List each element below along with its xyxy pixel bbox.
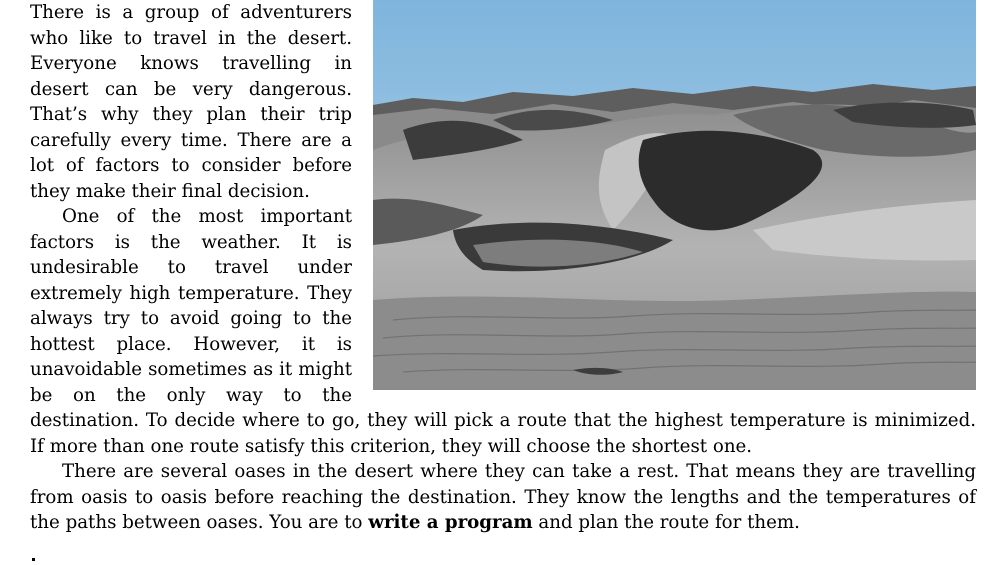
paragraph-1: There is a group of adventurers who like to travel in the desert. Everyone knows travelling in desert can be very dangerous. That’s why they plan their trip carefully every time. There are a lot of factors to consider before they make their final decision.: [30, 2, 352, 202]
paragraph-3: [30, 459, 976, 536]
paragraph-3-text: There are several oases in the desert where they can take a rest. That means they are travelling from oasis to oasis before reaching the destination. They know the lengths and the temperatures of the paths between oases. You are to: [30, 461, 976, 533]
desert-photo-svg: [373, 0, 976, 390]
document-body: [30, 0, 976, 536]
page-mark: [32, 558, 35, 561]
desert-photo: [373, 0, 976, 390]
paragraph-3-end: and plan the route for them.: [532, 512, 800, 533]
paragraph-3-bold: write a program: [368, 512, 533, 533]
paragraph-2: One of the most important factors is the weather. It is undesirable to travel under extremely high temperature. They always try to avoid going to the hottest place. However, it is unavoidable sometimes as it might be on the only way to the destination. To decide where to go, they will pick a route that the highest temperature is minimized. If more than one route satisfy this criterion, they will choose the shortest one.: [30, 206, 976, 457]
